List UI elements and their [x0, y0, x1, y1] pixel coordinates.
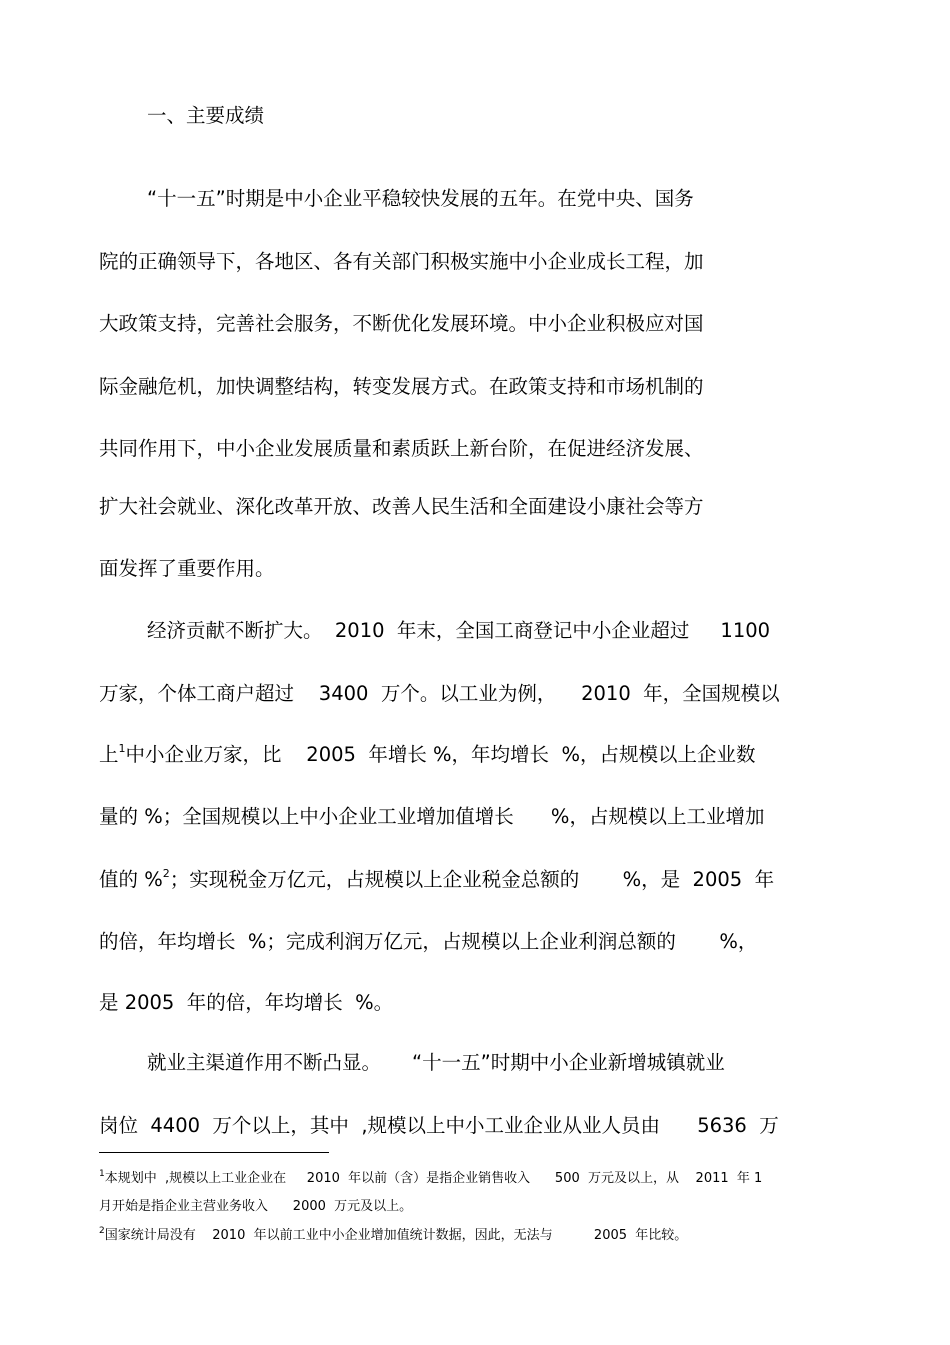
- line-prefix: 上: [99, 743, 119, 766]
- footnote-1-text: 本规划中 ,规模以上工业企业在 2010 年以前（含）是指企业销售收入 500 万元及以上，从 2011 年 1: [104, 1171, 763, 1186]
- paragraph-2-line-2: 万家，个体工商户超过 3400 万个。以工业为例， 2010 年，全国规模以: [99, 682, 780, 705]
- paragraph-1-line-7: 面发挥了重要作用。: [99, 557, 275, 580]
- footnote-1-line-2: 月开始是指企业主营业务收入 2000 万元及以上。: [99, 1199, 413, 1214]
- footnote-separator: [99, 1152, 329, 1153]
- paragraph-1-line-5: 共同作用下，中小企业发展质量和素质跃上新台阶，在促进经济发展、: [99, 437, 704, 460]
- paragraph-3-line-1: 就业主渠道作用不断凸显。 “十一五”时期中小企业新增城镇就业: [147, 1051, 725, 1074]
- paragraph-2-line-3: [99, 742, 756, 768]
- paragraph-2-line-4: 量的 %；全国规模以上中小企业工业增加值增长 %，占规模以上工业增加: [99, 805, 765, 828]
- paragraph-3-line-2: 岗位 4400 万个以上，其中 ,规模以上中小工业企业从业人员由 5636 万: [99, 1114, 779, 1137]
- paragraph-2-line-6: 的倍，年均增长 %；完成利润万亿元，占规模以上企业利润总额的 %，: [99, 930, 758, 953]
- line-text-a: 值的 %: [99, 868, 163, 891]
- footnote-1-line-1: [99, 1170, 762, 1188]
- paragraph-1-line-4: 际金融危机，加快调整结构，转变发展方式。在政策支持和市场机制的: [99, 375, 704, 398]
- paragraph-2-line-7: 是 2005 年的倍，年均增长 %。: [99, 991, 394, 1014]
- footnote-2-mark: 2: [99, 1226, 105, 1236]
- section-heading: 一、主要成绩: [147, 104, 265, 127]
- paragraph-1-line-2: 院的正确领导下，各地区、各有关部门积极实施中小企业成长工程，加: [99, 250, 704, 273]
- paragraph-1-line-1: “十一五”时期是中小企业平稳较快发展的五年。在党中央、国务: [147, 187, 694, 210]
- footnote-2: [99, 1227, 687, 1245]
- footnote-ref-2: 2: [162, 867, 170, 880]
- paragraph-2-line-5: [99, 867, 774, 893]
- footnote-ref-1: 1: [118, 742, 126, 755]
- line-text-b: ；实现税金万亿元，占规模以上企业税金总额的 %，是 2005 年: [169, 868, 775, 891]
- footnote-2-text: 国家统计局没有 2010 年以前工业中小企业增加值统计数据，因此，无法与 2005 年比较。: [104, 1228, 688, 1243]
- footnote-1-mark: 1: [99, 1169, 105, 1179]
- paragraph-1-line-3: 大政策支持，完善社会服务，不断优化发展环境。中小企业积极应对国: [99, 312, 704, 335]
- paragraph-1-line-6: 扩大社会就业、深化改革开放、改善人民生活和全面建设小康社会等方: [99, 495, 704, 518]
- line-text: 中小企业万家，比 2005 年增长 %，年均增长 %，占规模以上企业数: [125, 743, 756, 766]
- paragraph-2-line-1: 经济贡献不断扩大。 2010 年末，全国工商登记中小企业超过 1100: [147, 619, 771, 642]
